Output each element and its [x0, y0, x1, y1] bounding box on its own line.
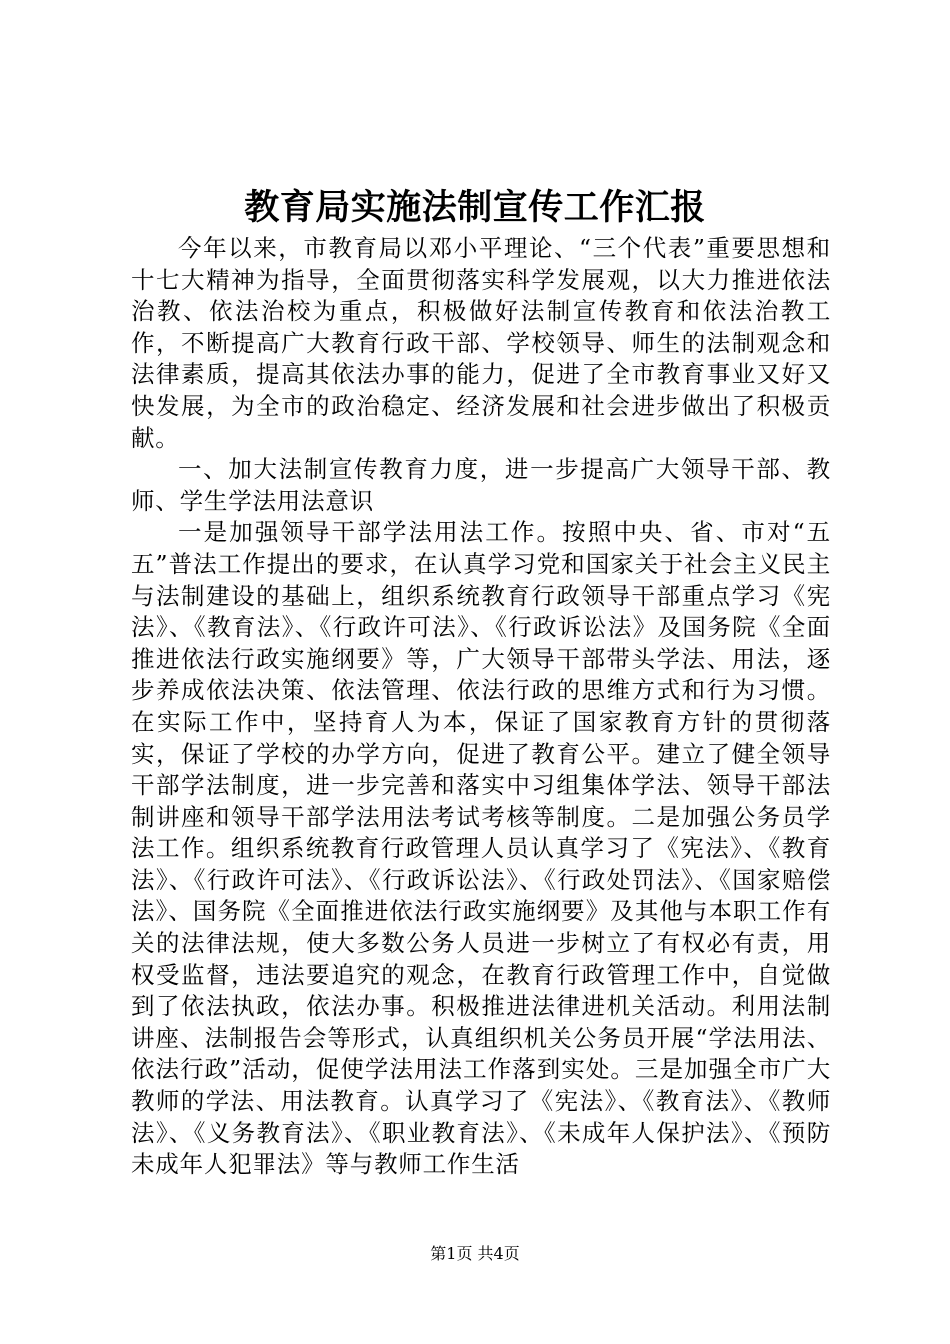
section-heading-paragraph: 一、加大法制宣传教育力度，进一步提高广大领导干部、教师、学生学法用法意识	[131, 455, 831, 515]
document-title: 教育局实施法制宣传工作汇报	[244, 187, 706, 228]
intro-paragraph: 今年以来，市教育局以邓小平理论、“三个代表”重要思想和十七大精神为指导，全面贯彻落实科学发展观，以大力推进依法治教、依法治校为重点，积极做好法制宣传教育和依法治教工作，不断提高广大教育行政干部、学校领导、师生的法制观念和法律素质，提高其依法办事的能力，促进了全市教育事业又好又快发展，为全市的政治稳定、经济发展和社会进步做出了积极贡献。	[131, 234, 831, 452]
document-body	[131, 233, 831, 1181]
page-number-footer: 第1页 共4页	[430, 1244, 520, 1263]
body-paragraph: 一是加强领导干部学法用法工作。按照中央、省、市对“五五”普法工作提出的要求，在认真学习党和国家关于社会主义民主与法制建设的基础上，组织系统教育行政领导干部重点学习《宪法》、《教育法》、《行政许可法》、《行政诉讼法》及国务院《全面推进依法行政实施纲要》等，广大领导干部带头学法、用法，逐步养成依法决策、依法管理、依法行政的思维方式和行为习惯。在实际工作中，坚持育人为本，保证了国家教育方针的贯彻落实，保证了学校的办学方向，促进了教育公平。建立了健全领导干部学法制度，进一步完善和落实中习组集体学法、领导干部法制讲座和领导干部学法用法考试考核等制度。二是加强公务员学法工作。组织系统教育行政管理人员认真学习了《宪法》、《教育法》、《行政许可法》、《行政诉讼法》、《行政处罚法》、《国家赔偿法》、国务院《全面推进依法行政实施纲要》及其他与本职工作有关的法律法规，使大多数公务人员进一步树立了有权必有责，用权受监督，违法要追究的观念，在教育行政管理工作中，自觉做到了依法执政，依法办事。积极推进法律进机关活动。利用法制讲座、法制报告会等形式，认真组织机关公务员开展“学法用法、依法行政”活动，促使学法用法工作落到实处。三是加强全市广大教师的学法、用法教育。认真学习了《宪法》、《教育法》、《教师法》、《义务教育法》、《职业教育法》、《未成年人保护法》、《预防未成年人犯罪法》等与教师工作生活	[131, 518, 831, 1179]
